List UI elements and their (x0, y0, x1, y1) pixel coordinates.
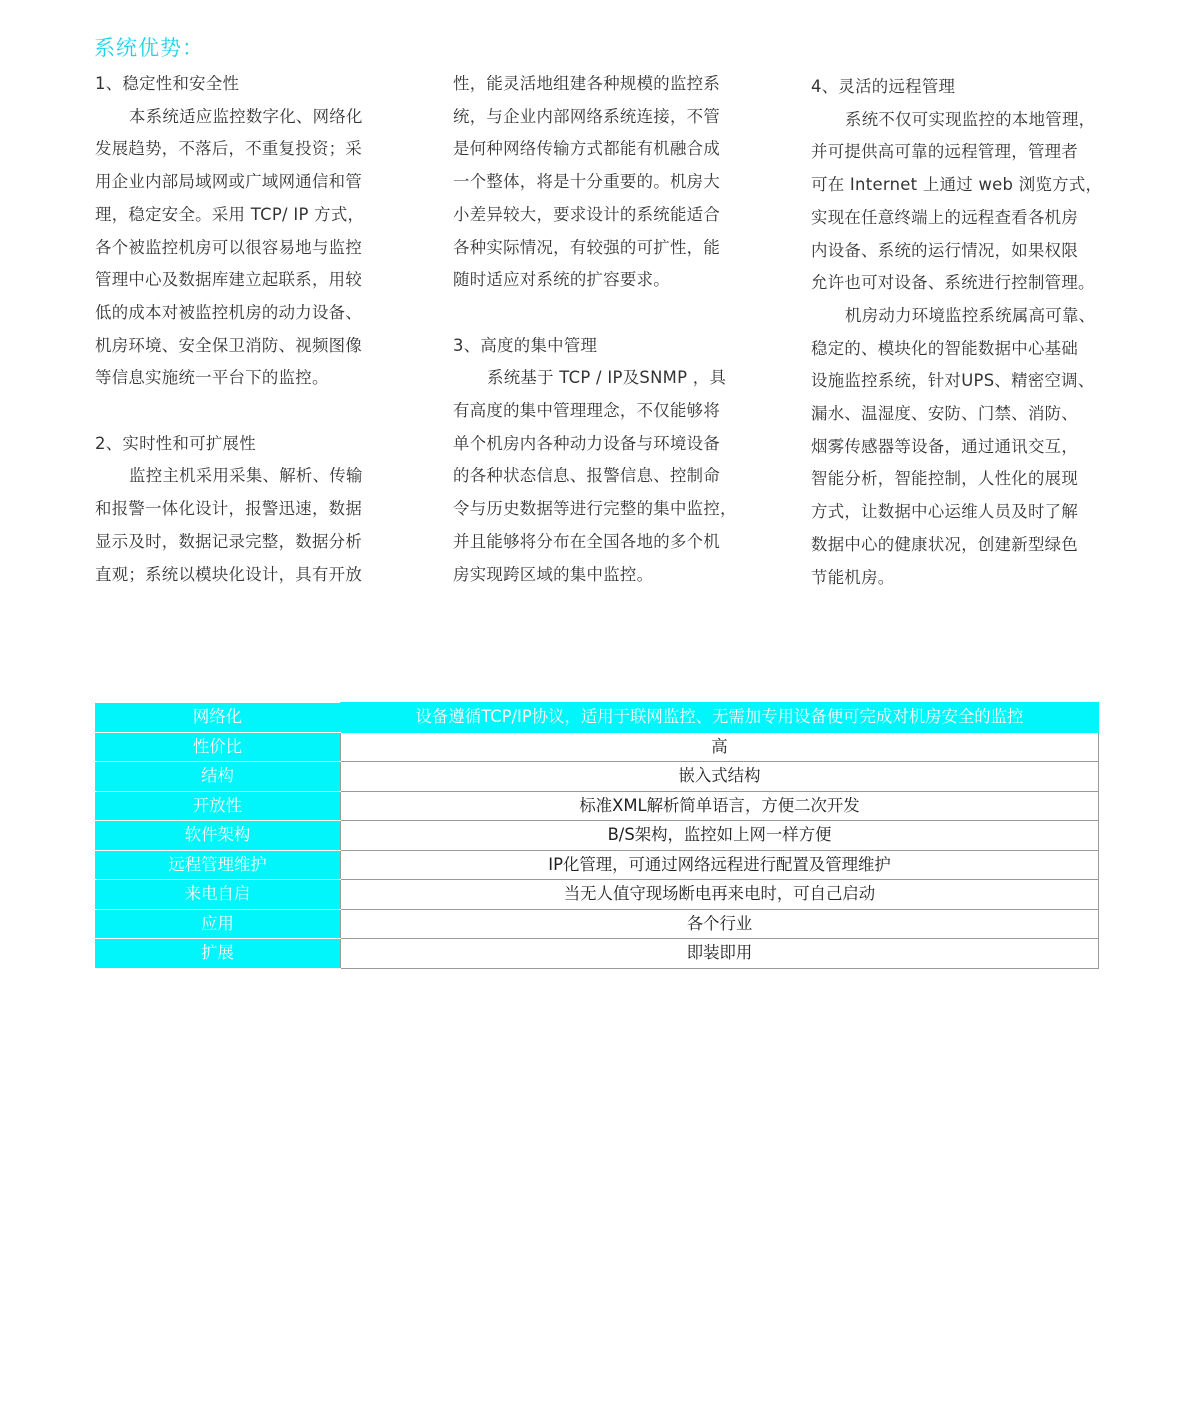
paragraph-line: 发展趋势，不落后，不重复投资；采 (95, 139, 363, 159)
paragraph-line: 单个机房内各种动力设备与环境设备 (453, 433, 721, 453)
row-label: 结构 (95, 762, 341, 792)
paragraph-line: 随时适应对系统的扩容要求。 (453, 270, 670, 290)
row-label: 性价比 (95, 732, 341, 762)
heading-remote-management: 4、灵活的远程管理 (811, 77, 956, 96)
row-value: 设备遵循TCP/IP协议，适用于联网监控、无需加专用设备便可完成对机房安全的监控 (341, 703, 1099, 733)
section-title: 系统优势： (94, 36, 204, 60)
paragraph-line: 等信息实施统一平台下的监控。 (95, 368, 329, 388)
paragraph-line: 稳定的、模块化的智能数据中心基础 (811, 338, 1079, 358)
paragraph-line: 统，与企业内部网络系统连接，不管 (453, 106, 721, 126)
row-value: 各个行业 (341, 909, 1099, 939)
paragraph-line: 一个整体，将是十分重要的。机房大 (453, 172, 721, 192)
column-stability-realtime (95, 68, 395, 591)
paragraph-line: 理，稳定安全。采用 TCP/ IP 方式， (95, 204, 365, 224)
paragraph-line: 系统不仅可实现监控的本地管理， (845, 109, 1096, 129)
table-row (95, 850, 1099, 880)
paragraph-line: 显示及时，数据记录完整，数据分析 (95, 531, 363, 551)
paragraph-line: 低的成本对被监控机房的动力设备、 (95, 302, 363, 322)
paragraph-line: 各种实际情况，有较强的可扩性，能 (453, 237, 721, 257)
row-value: IP化管理，可通过网络远程进行配置及管理维护 (341, 850, 1099, 880)
column-remote-management (811, 71, 1131, 594)
row-value: 当无人值守现场断电再来电时，可自己启动 (341, 880, 1099, 910)
paragraph-line: 并可提供高可靠的远程管理，管理者 (811, 142, 1079, 162)
table-row (95, 762, 1099, 792)
paragraph-line: 管理中心及数据库建立起联系，用较 (95, 270, 363, 290)
heading-centralized-management: 3、高度的集中管理 (453, 335, 598, 355)
paragraph-line: 节能机房。 (811, 567, 895, 587)
paragraph-line: 可在 Internet 上通过 web 浏览方式， (811, 175, 1103, 195)
row-label: 远程管理维护 (95, 850, 341, 880)
paragraph-line: 直观；系统以模块化设计，具有开放 (95, 564, 363, 584)
feature-table (95, 702, 1099, 969)
row-value: 标准XML解析简单语言，方便二次开发 (341, 791, 1099, 821)
paragraph-line: 内设备、系统的运行情况，如果权限 (811, 240, 1079, 260)
paragraph-line: 的各种状态信息、报警信息、控制命 (453, 466, 721, 486)
row-label: 扩展 (95, 939, 341, 969)
paragraph-line: 方式，让数据中心运维人员及时了解 (811, 502, 1079, 522)
paragraph-line: 本系统适应监控数字化、网络化 (129, 106, 363, 126)
table-row (95, 939, 1099, 969)
row-value: B/S架构，监控如上网一样方便 (341, 821, 1099, 851)
paragraph-line: 是何种网络传输方式都能有机融合成 (453, 139, 721, 159)
row-label: 来电自启 (95, 880, 341, 910)
paragraph-line: 设施监控系统，针对UPS、精密空调、 (811, 371, 1095, 391)
row-label: 网络化 (95, 703, 341, 733)
row-value: 高 (341, 732, 1099, 762)
paragraph-line: 烟雾传感器等设备，通过通讯交互， (811, 436, 1079, 456)
paragraph-line: 小差异较大，要求设计的系统能适合 (453, 204, 721, 224)
paragraph-line: 令与历史数据等进行完整的集中监控， (453, 499, 737, 519)
row-label: 开放性 (95, 791, 341, 821)
table-row (95, 821, 1099, 851)
paragraph-line: 和报警一体化设计，报警迅速，数据 (95, 499, 363, 519)
heading-realtime-scalability: 2、实时性和可扩展性 (95, 433, 256, 453)
paragraph-line: 监控主机采用采集、解析、传输 (129, 466, 363, 486)
paragraph-gap (453, 297, 763, 330)
paragraph-line: 并且能够将分布在全国各地的多个机 (453, 531, 721, 551)
table-row (95, 791, 1099, 821)
paragraph-line: 各个被监控机房可以很容易地与监控 (95, 237, 363, 257)
paragraph-line: 机房动力环境监控系统属高可靠、 (845, 305, 1096, 325)
paragraph-line: 有高度的集中管理理念，不仅能够将 (453, 401, 721, 421)
paragraph-line: 允许也可对设备、系统进行控制管理。 (811, 273, 1095, 293)
table-row (95, 880, 1099, 910)
paragraph-line: 实现在任意终端上的远程查看各机房 (811, 207, 1079, 227)
row-value: 嵌入式结构 (341, 762, 1099, 792)
table-row (95, 909, 1099, 939)
row-label: 软件架构 (95, 821, 341, 851)
row-label: 应用 (95, 909, 341, 939)
paragraph-line: 智能分析，智能控制，人性化的展现 (811, 469, 1079, 489)
paragraph-line: 用企业内部局域网或广域网通信和管 (95, 172, 363, 192)
paragraph-line: 系统基于 TCP / IP及SNMP ，具 (487, 368, 727, 388)
table-row (95, 732, 1099, 762)
heading-stability-security: 1、稳定性和安全性 (95, 74, 240, 93)
paragraph-line: 数据中心的健康状况，创建新型绿色 (811, 534, 1079, 554)
column-centralized-management (453, 68, 763, 591)
paragraph-line: 机房环境、安全保卫消防、视频图像 (95, 335, 363, 355)
paragraph-gap (95, 395, 395, 428)
table-row (95, 703, 1099, 733)
row-value: 即装即用 (341, 939, 1099, 969)
paragraph-line: 性，能灵活地组建各种规模的监控系 (453, 74, 721, 93)
paragraph-line: 房实现跨区域的集中监控。 (453, 564, 654, 584)
paragraph-line: 漏水、温湿度、安防、门禁、消防、 (811, 404, 1079, 424)
